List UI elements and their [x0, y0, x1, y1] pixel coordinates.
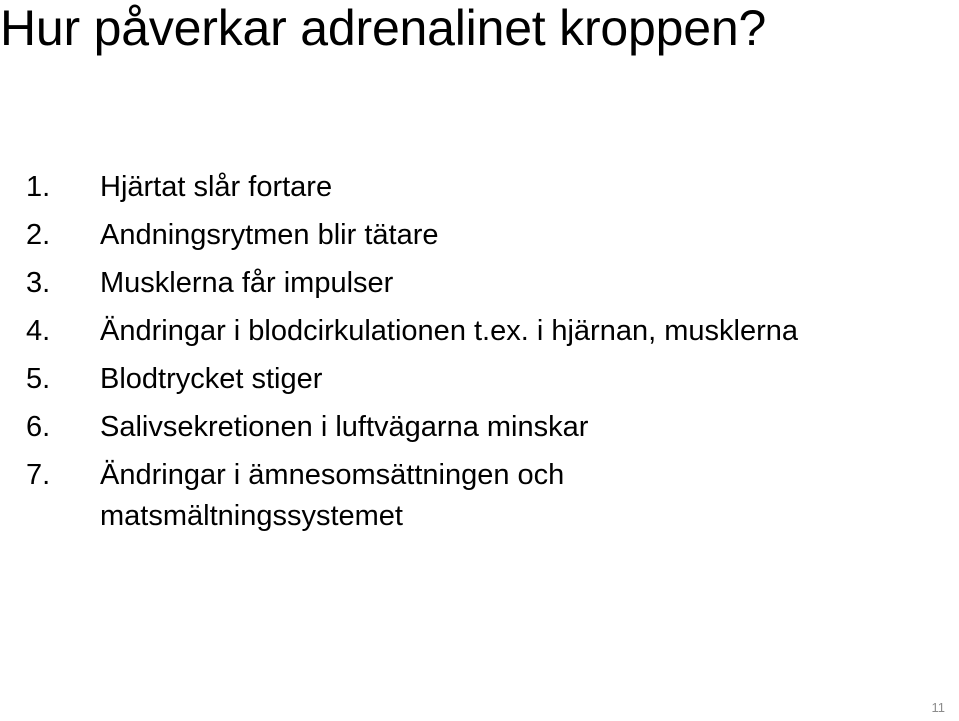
- list-item-number: 3.: [26, 267, 51, 299]
- list-item-number: 7.: [26, 459, 51, 491]
- list-item: [26, 263, 946, 311]
- list-item: [26, 167, 946, 215]
- list-item-text: Ändringar i ämnesomsättningen och matsmältningssystemet: [100, 459, 565, 532]
- list-item-number: 2.: [26, 219, 51, 251]
- list-item-text: Ändringar i blodcirkulationen t.ex. i hjärnan, musklerna: [100, 315, 798, 347]
- list-item: [26, 455, 946, 537]
- list-item: [26, 359, 946, 407]
- list-item-number: 4.: [26, 315, 51, 347]
- list-item-text: Hjärtat slår fortare: [100, 171, 333, 203]
- list-item: [26, 407, 946, 455]
- list-item-text: Salivsekretionen i luftvägarna minskar: [100, 411, 589, 443]
- list-item: [26, 311, 946, 359]
- page-number: 11: [931, 700, 945, 715]
- list-item-text: Blodtrycket stiger: [100, 363, 323, 395]
- list-item-number: 5.: [26, 363, 51, 395]
- slide-title: Hur påverkar adrenalinet kroppen?: [0, 0, 767, 56]
- list-item-text: Andningsrytmen blir tätare: [100, 219, 439, 251]
- list-item-text: Musklerna får impulser: [100, 267, 394, 299]
- list-item: [26, 215, 946, 263]
- list-item-number: 6.: [26, 411, 51, 443]
- list-item-number: 1.: [26, 171, 51, 203]
- numbered-list: [26, 167, 946, 537]
